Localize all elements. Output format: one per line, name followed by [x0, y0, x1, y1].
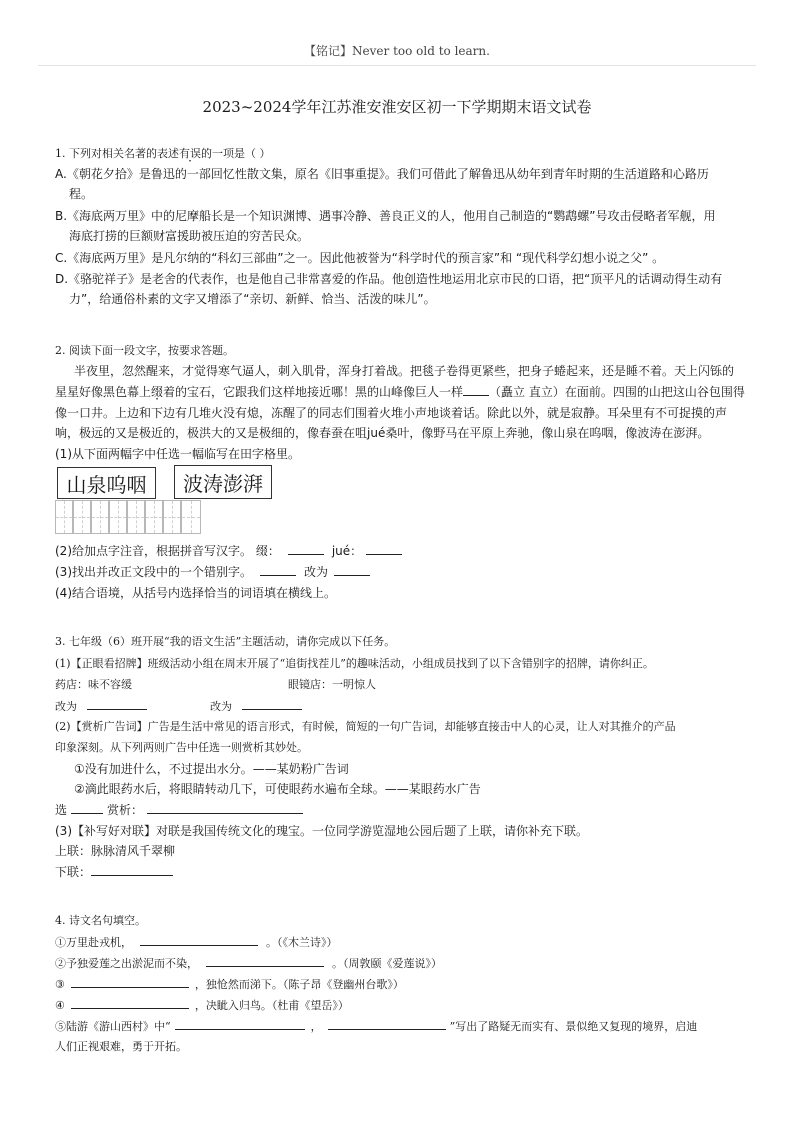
dotted-char: 缀: [151, 385, 164, 399]
correction-blank-2[interactable]: [242, 697, 302, 710]
grid-cell[interactable]: [145, 500, 163, 534]
poem-line-2: ②予独爱莲之出淤泥而不染， 。（周敦颐《爱莲说》）: [55, 954, 442, 971]
grid-cell[interactable]: [163, 500, 181, 534]
poem-line-3: ③ ，独怆然而涕下。（陈子昂《登幽州台歌》）: [55, 975, 404, 992]
poem-blank-2[interactable]: [206, 954, 324, 967]
pinyin-blank[interactable]: [288, 542, 324, 555]
calligraphy-sample-1: 山泉呜咽: [57, 467, 156, 499]
wrong-char-blank[interactable]: [260, 563, 296, 576]
grid-cell[interactable]: [181, 500, 201, 534]
couplet-lower: 下联：: [55, 863, 173, 880]
q2-sub-4: (4)结合语境，从括号内选择恰当的词语填在横线上。: [55, 586, 337, 600]
grid-cell[interactable]: [109, 500, 127, 534]
q1-option-a-cont: 程。: [69, 187, 94, 201]
grid-cell[interactable]: [91, 500, 109, 534]
poem-line-4: ④ ，决眦入归鸟。（杜甫《望岳》）: [55, 996, 349, 1013]
q2-sub-1: (1)从下面两幅字中任选一幅临写在田字格里。: [55, 447, 300, 461]
q2-stem: 2. 阅读下面一段文字，按要求答题。: [55, 344, 234, 357]
q3-sub-3: (3)【补写好对联】对联是我国传统文化的瑰宝。一位同学游览湿地公园后题了上联，请你补充下联。: [55, 824, 589, 838]
q3-sub-2-cont: 印象深刻。从下列两则广告中任选一则赏析其妙处。: [55, 741, 308, 754]
sign-pharmacy: 药店：味不容缓: [55, 678, 132, 691]
correction-1: 改为: [55, 697, 147, 714]
q1-option-d-cont: 力”，给通俗朴素的文字又增添了“亲切、新鲜、恰当、活泼的味儿”。: [69, 292, 436, 306]
q2-passage-line-2: 星星好像黑色幕上缀着的宝石，它跟我们这样地接近哪！黑的山峰像巨人一样 （矗立 直立）在面前。四围的山把这山谷包围得: [55, 385, 745, 399]
poem-blank-5b[interactable]: [328, 1017, 446, 1030]
tianzi-grid[interactable]: [55, 500, 201, 534]
poem-line-5: ⑤陆游《游山西村》中“ ， ”写出了路疑无而实有、景似绝又复现的境界，启迪: [55, 1017, 697, 1034]
grid-cell[interactable]: [127, 500, 145, 534]
q2-passage-line-4: 响，极远的又是极近的，极洪大的又是极细的，像春蚕在咀jué桑叶，像野马在平原上奔驰，像山泉在呜咽，像波涛在澎湃。: [55, 426, 710, 440]
ad-2: ②滴此眼药水后，将眼睛转动几下，可使眼药水遍布全球。——某眼药水广告: [74, 782, 481, 796]
q4-stem: 4. 诗文名句填空。: [55, 914, 146, 927]
header-divider: [38, 65, 756, 66]
q3-stem: 3. 七年级（6）班开展“我的语文生活”主题活动，请你完成以下任务。: [55, 635, 396, 648]
q3-sub-1: (1)【正眼看招牌】班级活动小组在周末开展了“追街找茬儿”的趣味活动，小组成员找到了以下含错别字的招牌，请你纠正。: [55, 657, 654, 670]
q1-option-b: B.《海底两万里》中的尼摩船长是一个知识渊博、遇事冷静、善良正义的人，他用自己制造的“鹦鹉螺”号攻击侵略者军舰，用: [55, 209, 716, 223]
poem-line-1: ①万里赴戎机， 。（《木兰诗》）: [55, 933, 338, 950]
couplet-blank[interactable]: [91, 863, 173, 876]
q2-passage-line-3: 像一口井。上边和下边有几堆火没有熄，冻醒了的同志们围着火堆小声地谈着话。除此以外，就是寂静。耳朵里有不可捉摸的声: [55, 406, 728, 420]
q1-option-c: C.《海底两万里》是凡尔纳的“科幻三部曲”之一。因此他被誉为“科学时代的预言家”和 “现代科学幻想小说之父” 。: [55, 251, 665, 265]
q1-stem: 1. 下列对相关名著的表述有误的一项是（ ）: [55, 147, 271, 160]
poem-blank-5a[interactable]: [175, 1017, 305, 1030]
q1-option-b-cont: 海底打捞的巨额财富援助被压迫的穷苦民众。: [69, 229, 310, 243]
couplet-upper: 上联：脉脉清风千翠柳: [55, 844, 176, 858]
grid-cell[interactable]: [73, 500, 91, 534]
q3-sub-2: (2)【赏析广告词】广告是生活中常见的语言形式，有时候，简短的一句广告词，却能够直接击中人的心灵，让人对其推介的产品: [55, 720, 676, 733]
correction-blank-1[interactable]: [87, 697, 147, 710]
poem-blank-3[interactable]: [71, 975, 189, 988]
correction-2: 改为: [210, 697, 302, 714]
correct-char-blank[interactable]: [334, 563, 370, 576]
exam-title: 2023~2024学年江苏淮安淮安区初一下学期期末语文试卷: [202, 98, 592, 116]
q2-sub-3: (3)找出并改正文段中的一个错别字。 改为: [55, 563, 370, 580]
sign-optician: 眼镜店：一明惊人: [288, 678, 376, 691]
hanzi-blank[interactable]: [366, 542, 402, 555]
q2-passage-line-1: 半夜里，忽然醒来，才觉得寒气逼人，刺入肌骨，浑身打着战。把毯子卷得更紧些，把身子蜷起来，还是睡不着。天上闪铄的: [74, 364, 735, 378]
grid-cell[interactable]: [55, 500, 73, 534]
q2-sub-2: (2)给加点字注音，根据拼音写汉字。 缀： jué：: [55, 542, 402, 559]
poem-blank-1[interactable]: [140, 933, 258, 946]
page-header: 【铭记】Never too old to learn.: [304, 44, 490, 58]
calligraphy-sample-2: 波涛澎湃: [174, 465, 272, 499]
appreciation-blank[interactable]: [147, 801, 303, 814]
emphasis-dots: 有误: [179, 147, 201, 160]
ad-1: ①没有加进什么，不过提出水分。——某奶粉广告词: [74, 762, 349, 776]
blank-line[interactable]: [463, 383, 489, 396]
poem-blank-4[interactable]: [71, 996, 189, 1009]
choice-blank[interactable]: [71, 801, 103, 814]
appreciation-row: 选 赏析：: [55, 801, 303, 818]
poem-line-5-cont: 人们正视艰难，勇于开拓。: [55, 1040, 187, 1053]
q1-option-d: D.《骆驼祥子》是老舍的代表作，也是他自己非常喜爱的作品。他创造性地运用北京市民的口语，把“顶平凡的话调动得生动有: [55, 272, 723, 286]
q1-option-a: A.《朝花夕拾》是鲁迅的一部回忆性散文集，原名《旧事重提》。我们可借此了解鲁迅从幼年到青年时期的生活道路和心路历: [55, 167, 709, 181]
